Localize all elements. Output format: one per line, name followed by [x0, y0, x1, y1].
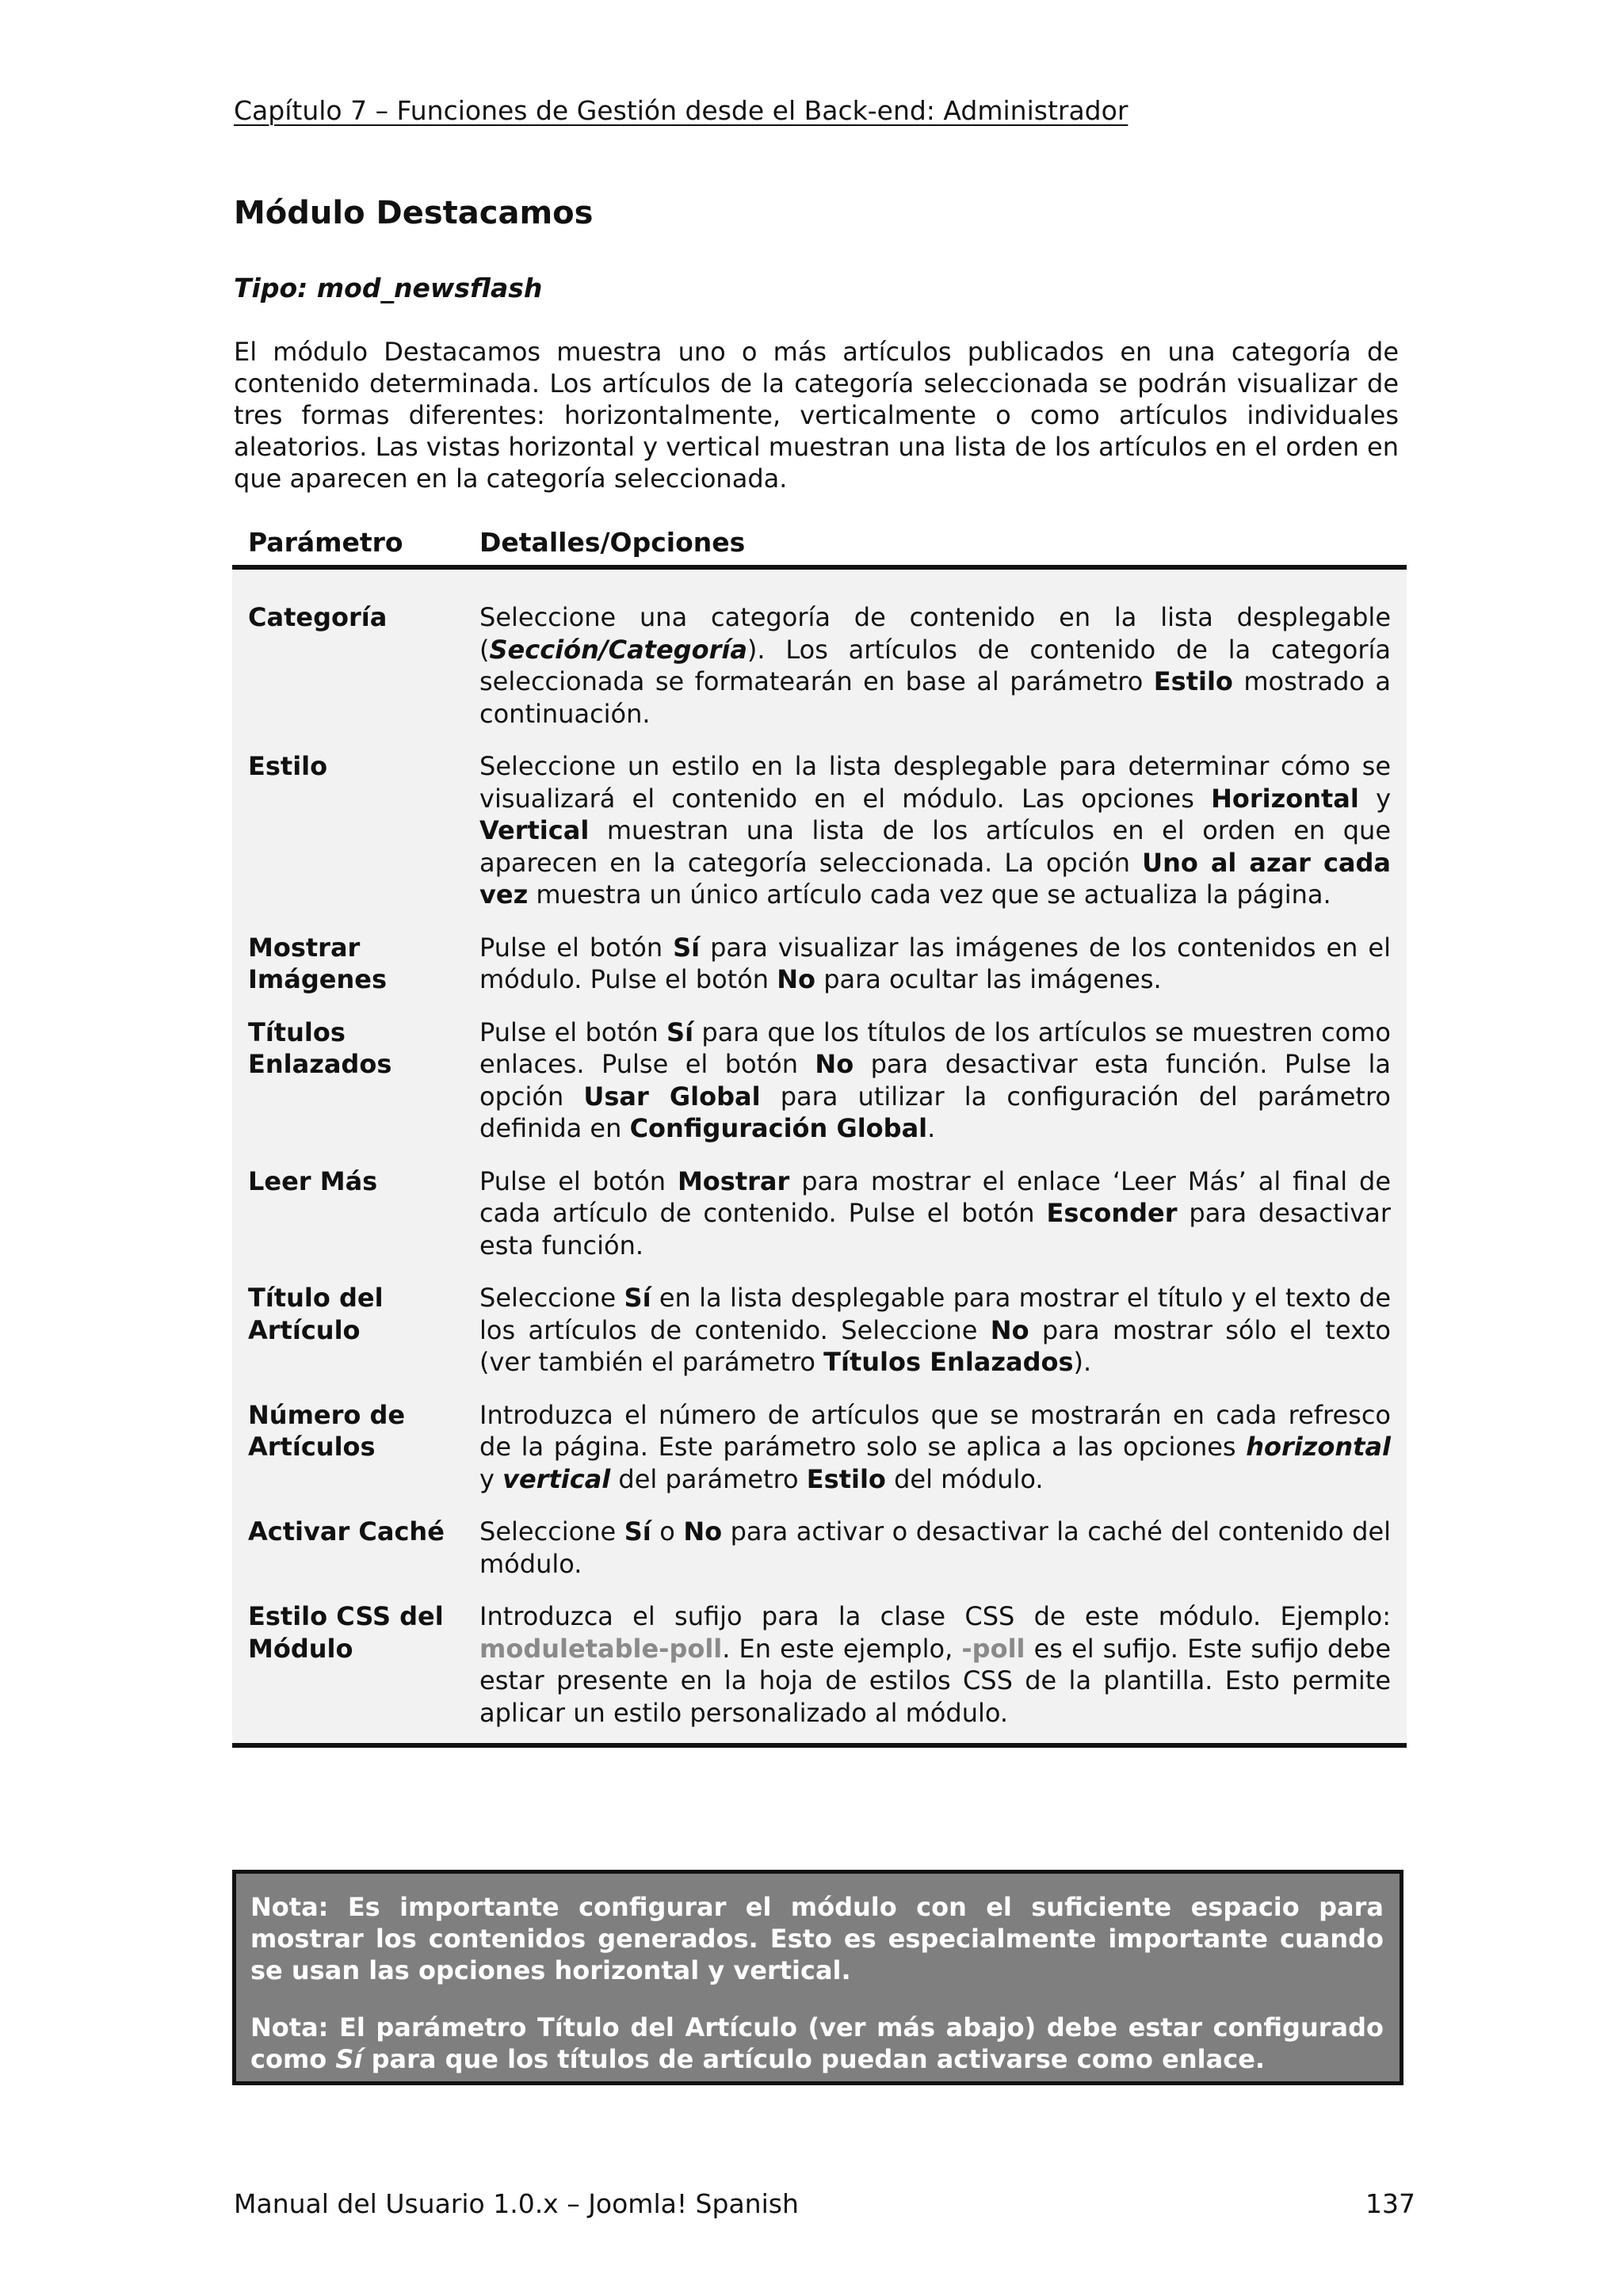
parameter-name [232, 1399, 479, 1496]
table-row [232, 1516, 1407, 1580]
details-segment: muestra un único artículo cada vez que se actualiza la página. [528, 879, 1331, 910]
details-segment: vertical [502, 1463, 611, 1494]
details-segment: Seleccione un estilo en la lista desplegable para determinar cómo se visualizará el contenido en el módulo. Las opciones [479, 751, 1391, 814]
details-segment: ). [1073, 1347, 1092, 1377]
note-2-italic: Sí [335, 2044, 363, 2074]
note-2 [250, 2012, 1384, 2075]
header-parameter: Parámetro [248, 526, 403, 558]
details-segment: en la lista desplegable para mostrar el título y el texto de los artículos de contenido. Seleccione [479, 1283, 1392, 1345]
details-segment: Usar Global [583, 1081, 761, 1112]
details-segment: moduletable-poll [479, 1633, 723, 1664]
chapter-header: Capítulo 7 – Funciones de Gestión desde el Back-end: Administrador [234, 95, 1128, 126]
parameter-details [479, 601, 1391, 730]
parameters-table [232, 519, 1407, 1748]
parameter-name [232, 1282, 479, 1379]
parameter-details [479, 750, 1391, 911]
table-row [232, 1282, 1407, 1379]
details-segment: o [651, 1516, 684, 1547]
details-segment: Introduzca el número de artículos que se mostrarán en cada refresco de la página. Este parámetro solo se aplica a las opciones [479, 1399, 1391, 1462]
parameter-name-line: Título del [248, 1283, 384, 1313]
table-row [232, 601, 1407, 730]
details-segment: Seleccione [479, 1516, 624, 1547]
details-segment: Introduzca el sufijo para la clase CSS de este módulo. Ejemplo: [479, 1601, 1391, 1631]
details-segment: para que los títulos de los artículos se muestren como enlaces. Pulse el botón [479, 1016, 1392, 1079]
table-body [232, 570, 1407, 1748]
parameter-name-line: Imágenes [248, 964, 387, 994]
details-segment: Configuración Global [629, 1113, 928, 1143]
details-segment: Pulse el botón [479, 1016, 667, 1047]
module-type: Tipo: mod_newsflash [234, 273, 543, 303]
details-segment: No [777, 964, 816, 994]
parameter-details [479, 1282, 1391, 1379]
parameter-name [232, 601, 479, 730]
details-segment: Estilo [806, 1463, 886, 1494]
details-segment: Títulos Enlazados [823, 1347, 1074, 1377]
parameter-details [479, 1600, 1391, 1729]
note-box [232, 1870, 1403, 2085]
details-segment: del módulo. [885, 1463, 1044, 1494]
parameter-name [232, 932, 479, 996]
note-2-before: Nota: El parámetro Título del Artículo (ver más abajo) debe estar configurado como [250, 2012, 1384, 2074]
details-segment: para utilizar la configuración del parámetro definida en [479, 1081, 1391, 1143]
table-row [232, 1016, 1407, 1145]
details-segment: y [479, 1463, 503, 1494]
details-segment: Horizontal [1211, 783, 1359, 814]
details-segment: Vertical [479, 815, 590, 845]
details-segment: No [815, 1049, 854, 1079]
parameter-details [479, 1016, 1391, 1145]
page-number: 137 [1365, 2188, 1415, 2219]
details-segment: No [990, 1314, 1029, 1345]
details-segment: . [927, 1113, 936, 1143]
details-segment: para mostrar el enlace ‘Leer Más’ al final de cada artículo de contenido. Pulse el botón [479, 1165, 1392, 1228]
parameter-name-line: Títulos [248, 1016, 346, 1047]
details-segment: No [683, 1516, 723, 1547]
details-segment: para desactivar esta función. [479, 1198, 1392, 1261]
table-header [232, 519, 1407, 570]
details-segment: Seleccione una categoría de contenido en la lista desplegable ( [479, 602, 1391, 665]
parameter-name-line: Estilo CSS del [248, 1601, 444, 1631]
details-segment: para activar o desactivar la caché del contenido del módulo. [479, 1516, 1392, 1579]
parameter-details [479, 1165, 1391, 1262]
table-row [232, 1399, 1407, 1496]
table-row [232, 750, 1407, 911]
details-segment: Pulse el botón [479, 1165, 678, 1196]
parameter-name-line: Mostrar [248, 932, 361, 963]
details-segment: -poll [961, 1633, 1025, 1664]
parameter-details [479, 932, 1391, 996]
details-segment: . En este ejemplo, [722, 1633, 962, 1664]
parameter-name-line: Activar Caché [248, 1516, 445, 1547]
header-details: Detalles/Opciones [479, 526, 746, 558]
parameter-name-line: Artículo [248, 1314, 361, 1345]
parameter-name-line: Artículos [248, 1432, 376, 1462]
parameter-name [232, 1516, 479, 1580]
details-segment: para desactivar esta función. Pulse la opción [479, 1049, 1392, 1112]
details-segment: del parámetro [610, 1463, 807, 1494]
table-row [232, 1600, 1407, 1729]
table-row [232, 1165, 1407, 1262]
details-segment: para mostrar sólo el texto (ver también el parámetro [479, 1314, 1392, 1377]
details-segment: Uno al azar cada vez [479, 847, 1392, 910]
parameter-name-line: Módulo [248, 1633, 353, 1664]
details-segment: horizontal [1246, 1432, 1391, 1462]
section-title: Módulo Destacamos [234, 195, 594, 231]
parameter-name-line: Enlazados [248, 1049, 392, 1079]
footer-title: Manual del Usuario 1.0.x – Joomla! Spanish [234, 2188, 799, 2219]
details-segment: ). Los artículos de contenido de la categoría seleccionada se formatearán en base al parámetro [479, 634, 1391, 696]
parameter-name-line: Categoría [248, 602, 388, 632]
parameter-details [479, 1399, 1391, 1496]
parameter-name [232, 1016, 479, 1145]
parameter-name-line: Número de [248, 1399, 406, 1430]
parameter-name-line: Estilo [248, 751, 328, 781]
intro-paragraph: El módulo Destacamos muestra uno o más artículos publicados en una categoría de contenido determinada. Los artículos de la categoría seleccionada se podrán visualizar de tres formas diferentes: horizontalmente, verticalmente o como artículos individuales aleatorios. Las vistas horizontal y vertical muestran una lista de los artículos en el orden en que aparecen en la categoría seleccionada. [234, 337, 1399, 494]
details-segment: para visualizar las imágenes de los contenidos en el módulo. Pulse el botón [479, 932, 1392, 994]
parameter-name [232, 1165, 479, 1262]
details-segment: y [1358, 783, 1392, 814]
table-row [232, 932, 1407, 996]
details-segment: Sí [624, 1516, 651, 1547]
details-segment: Sí [666, 1016, 694, 1047]
details-segment: mostrado a continuación. [479, 666, 1392, 729]
details-segment: es el sufijo. Este sufijo debe estar presente en la hoja de estilos CSS de la plantilla. Esto permite aplicar un estilo personalizado al módulo. [479, 1633, 1392, 1728]
parameter-name [232, 1600, 479, 1729]
parameter-details [479, 1516, 1391, 1580]
details-segment: muestran una lista de los artículos en el orden en que aparecen en la categoría seleccionada. La opción [479, 815, 1391, 878]
details-segment: Mostrar [677, 1165, 790, 1196]
details-segment: Esconder [1046, 1198, 1178, 1228]
details-segment: Sí [673, 932, 701, 963]
parameter-name-line: Leer Más [248, 1165, 378, 1196]
details-segment: Estilo [1153, 666, 1233, 696]
parameter-name [232, 750, 479, 911]
details-segment: Pulse el botón [479, 932, 674, 963]
details-segment: Sección/Categoría [489, 634, 747, 665]
note-1: Nota: Es importante configurar el módulo con el suficiente espacio para mostrar los contenidos generados. Esto es especialmente importante cuando se usan las opciones horizontal y vertical. [250, 1892, 1384, 1985]
details-segment: para ocultar las imágenes. [815, 964, 1162, 994]
details-segment: Sí [624, 1283, 651, 1313]
details-segment: Seleccione [479, 1283, 624, 1313]
note-2-after: para que los títulos de artículo puedan activarse como enlace. [362, 2044, 1266, 2074]
